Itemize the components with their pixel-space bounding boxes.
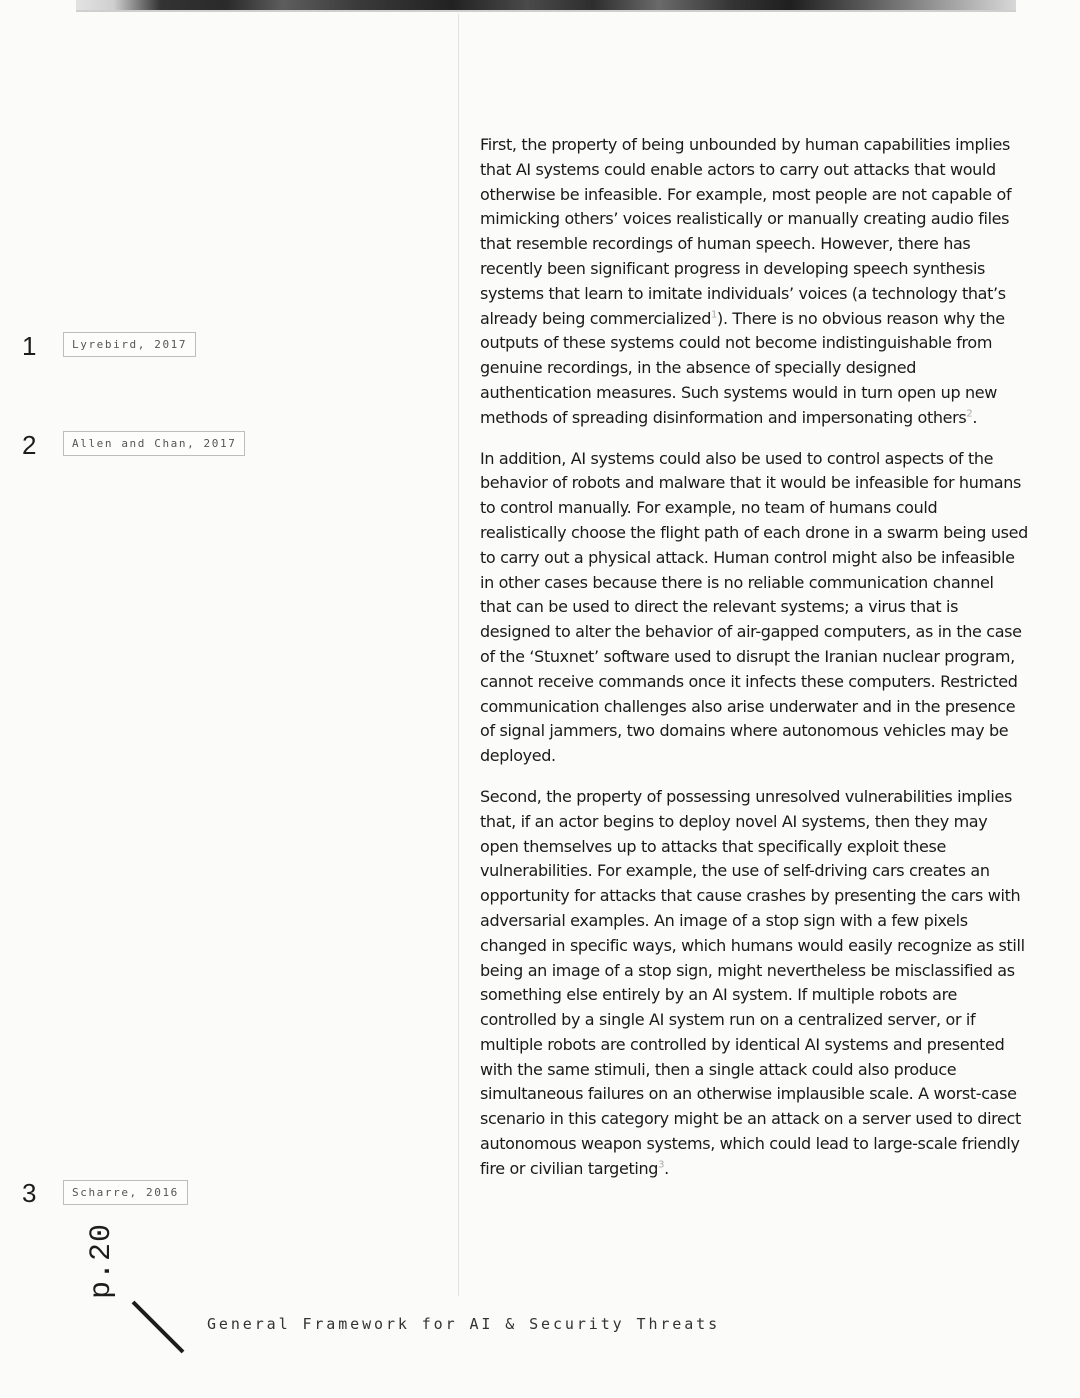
main-text-column — [480, 133, 1028, 1198]
header-image-edge — [76, 10, 1016, 12]
citation-box: Allen and Chan, 2017 — [63, 431, 245, 456]
footnote-marker[interactable]: 2 — [966, 408, 973, 420]
paragraph-text: First, the property of being unbounded by human capabilities implies that AI systems could enable actors to carry out attacks that would otherwise be infeasible. For example, most people are not capable of mimicking others’ voices realistically or manually creating audio files that resemble recordings of human speech. However, there has recently been significant progress in developing speech synthesis systems that learn to imitate individuals’ voices (a technology that’s already being commercialized — [480, 135, 1012, 328]
paragraph-text: . — [972, 407, 978, 427]
sidenote-number: 3 — [22, 1178, 37, 1208]
slash-icon — [125, 1298, 189, 1358]
footnote-marker[interactable]: 1 — [711, 309, 718, 321]
paragraph-text: . — [664, 1158, 669, 1178]
paragraph-text: In addition, AI systems could also be used to control aspects of the behavior of robots and malware that it would be infeasible for humans to control manually. For example, no team of humans could realistically choose the flight path of each drone in a swarm being used to carry out a physical attack. Human control might also be infeasible in other cases because there is no reliable communication channel that can be used to direct the relevant systems; a virus that is designed to alter the behavior of air-gapped computers, as in the case of the ‘Stuxnet’ software used to disrupt the Iranian nuclear program, cannot receive commands once it infects these computers. Restricted communication challenges also arise underwater and in the presence of signal jammers, two domains where autonomous vehicles may be deployed. — [480, 448, 1028, 766]
paragraph — [480, 447, 1028, 769]
column-divider — [458, 14, 459, 1296]
citation-box: Scharre, 2016 — [63, 1180, 188, 1205]
paragraph-text: ). There is no obvious reason why the outputs of these systems could not become indistinguishable from genuine recordings, in the absence of specially designed authentication measures. Such systems would in turn open up new methods of spreading disinformation and impersonating others — [480, 308, 1005, 427]
sidenote-number: 1 — [22, 331, 37, 361]
paragraph — [480, 133, 1028, 431]
paragraph-text: Second, the property of possessing unresolved vulnerabilities implies that, if an actor begins to deploy novel AI systems, then they may open themselves up to attacks that specifically exploit these vulnerabilities. For example, the use of self-driving cars creates an opportunity for attacks that cause crashes by presenting the cars with adversarial examples. An image of a stop sign with a few pixels changed in specific ways, which humans would easily recognize as still being an image of a stop sign, might nevertheless be misclassified as something else entirely by an AI system. If multiple robots are controlled by a single AI system run on a centralized server, or if multiple robots are controlled by identical AI systems and presented with the same stimuli, then a single attack could also produce simultaneous failures on an otherwise implausible scale. A worst-case scenario in this category might be an attack on a server used to direct autonomous weapon systems, which could lead to large-scale friendly fire or civilian targeting — [480, 786, 1025, 1178]
paragraph — [480, 785, 1028, 1182]
citation-box: Lyrebird, 2017 — [63, 332, 196, 357]
footnote-marker[interactable]: 3 — [658, 1159, 665, 1171]
section-title: General Framework for AI & Security Threats — [207, 1315, 721, 1333]
page-number: p.20 — [85, 1223, 119, 1300]
sidenote-number: 2 — [22, 430, 37, 460]
